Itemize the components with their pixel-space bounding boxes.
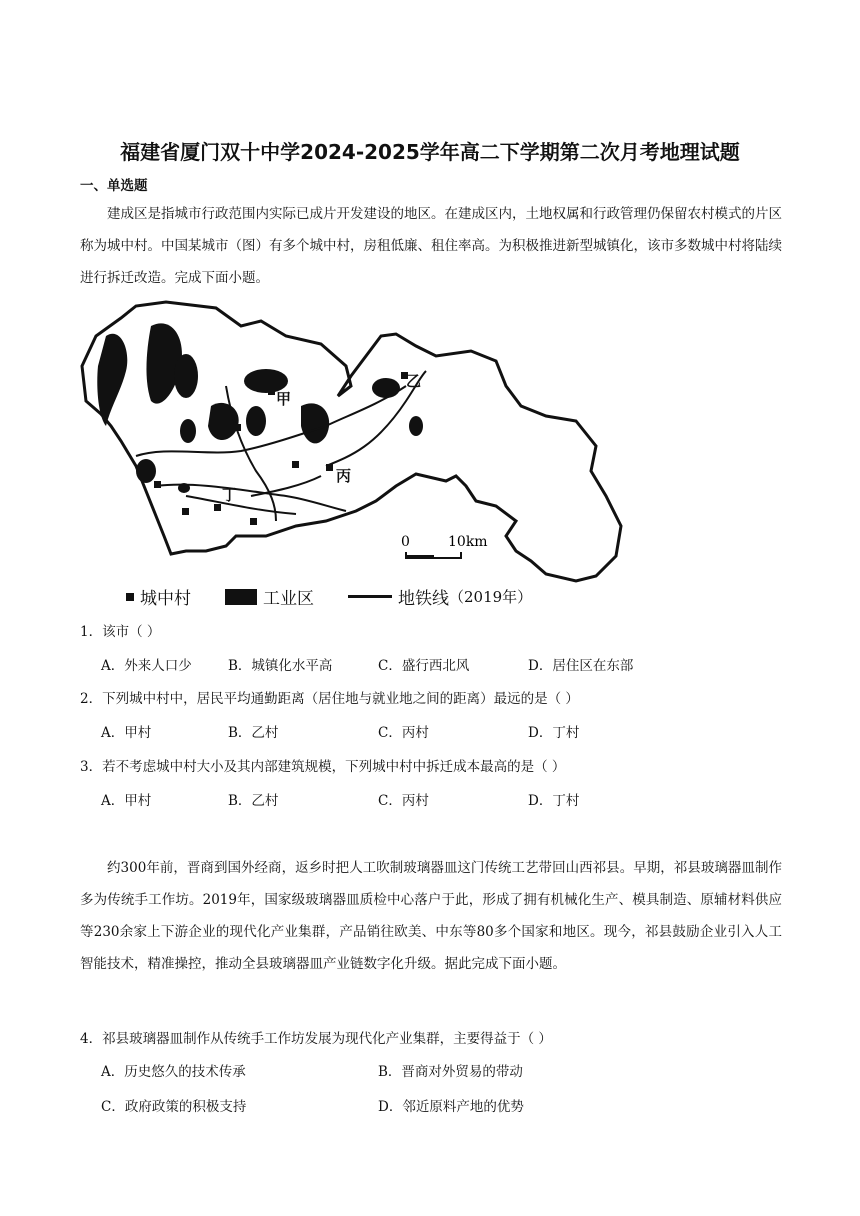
passage-2: 约300年前，晋商到国外经商，返乡时把人工吹制玻璃器皿这门传统工艺带回山西祁县。早期，祁县玻璃器皿制作多为传统手工作坊。2019年，国家级玻璃器皿质检中心落户于此，形成了拥有机械化生产、模具制造、原辅材料供应等230余家上下游企业的现代化产业集群，产品销往欧美、中东等80多个国家和地区。现今，祁县鼓励企业引入人工智能技术，精准操控，推动全县玻璃器皿产业链数字化升级。据此完成下面小题。 [80,860,782,972]
label-bing: 丙 [336,467,352,485]
legend-metro: 地铁线 [398,589,449,609]
q1-option-b[interactable]: B．城镇化水平高 [228,658,333,674]
city-map [76,296,636,586]
q2-option-a[interactable]: A．甲村 [101,725,152,741]
q1-option-c[interactable]: C．盛行西北风 [378,658,470,674]
q1-option-d[interactable]: D．居住区在东部 [528,658,634,674]
legend-industrial-swatch [225,589,257,605]
map-legend [126,584,532,609]
q4-option-d[interactable]: D．邻近原料产地的优势 [378,1099,524,1115]
section-heading: 一、单选题 [80,178,148,194]
q3-option-b[interactable]: B．乙村 [228,793,279,809]
question-2: 2．下列城中村中，居民平均通勤距离（居住地与就业地之间的距离）最远的是（ ） [80,691,579,707]
q4-option-b[interactable]: B．晋商对外贸易的带动 [378,1064,523,1080]
question-3: 3．若不考虑城中村大小及其内部建筑规模，下列城中村中拆迁成本最高的是（ ） [80,759,566,775]
q2-option-c[interactable]: C．丙村 [378,725,429,741]
q3-option-c[interactable]: C．丙村 [378,793,429,809]
legend-village-swatch [126,593,134,601]
q3-option-d[interactable]: D．丁村 [528,793,580,809]
q2-option-d[interactable]: D．丁村 [528,725,580,741]
scale-text: 10km [448,534,488,550]
q1-option-a[interactable]: A．外来人口少 [101,658,192,674]
paper-title: 福建省厦门双十中学2024-2025学年高二下学期第二次月考地理试题 [120,140,740,164]
legend-metro-year: （2019年） [449,588,533,606]
q3-option-a[interactable]: A．甲村 [101,793,152,809]
legend-metro-swatch [348,595,392,598]
question-1: 1．该市（ ） [80,624,161,640]
question-4: 4．祁县玻璃器皿制作从传统手工作坊发展为现代化产业集群，主要得益于（ ） [80,1031,552,1047]
label-ding: 丁 [222,486,238,504]
q2-option-b[interactable]: B．乙村 [228,725,279,741]
label-yi: 乙 [406,372,422,390]
scale-bar [401,534,488,559]
scale-zero: 0 [401,534,410,550]
label-jia: 甲 [276,390,292,408]
legend-village: 城中村 [140,589,191,609]
passage-1: 建成区是指城市行政范围内实际已成片开发建设的地区。在建成区内，土地权属和行政管理仍保留农村模式的片区称为城中村。中国某城市（图）有多个城中村，房租低廉、租住率高。为积极推进新型城镇化，该市多数城中村将陆续进行拆迁改造。完成下面小题。 [80,206,782,286]
q4-option-a[interactable]: A．历史悠久的技术传承 [101,1064,246,1080]
legend-industrial: 工业区 [263,589,314,609]
q4-option-c[interactable]: C．政府政策的积极支持 [101,1099,247,1115]
